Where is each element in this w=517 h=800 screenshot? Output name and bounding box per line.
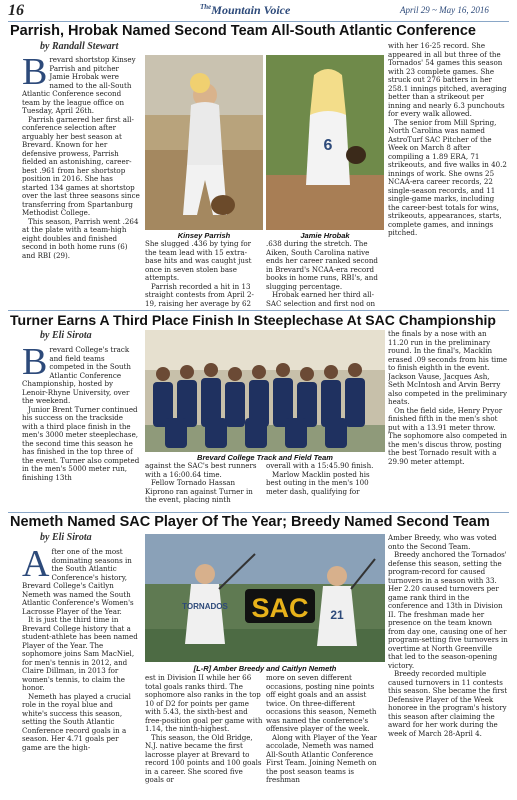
article1-headline: Parrish, Hrobak Named Second Team All-South Atlantic Conference (10, 23, 476, 39)
svg-text:21: 21 (330, 608, 344, 622)
article1-column-3 (266, 240, 384, 308)
article2-column-2 (145, 462, 263, 508)
paragraph: Parrish garnered her first all-conference selection after arguably her best season at Brevard. Known for her defensive prowess, Parrish fielded an astonishing, career-best .961 from her shortstop position in 2016. She has started 134 games at shortstop over the last three seasons since transferring from Spartanburg Methodist College. (22, 114, 140, 217)
paragraph: Along with Player of the Year accolade, Nemeth was named All-South Atlantic Conference First Team. Joining Nemeth on the post season teams is freshman (266, 732, 378, 784)
paragraph: Marlow Macklin posted his best outing in the men's 100 meter dash, qualifying for (266, 469, 370, 496)
paragraph: revard shortstop Kinsey Parrish and pitcher Jamie Hrobak were named to the all-South Atlantic Conference second team by the league office on Tuesday, April 26th. (22, 56, 136, 115)
paragraph: Fellow Tornado Hassan Kiprono ran against Turner in the event, placing ninth (145, 478, 253, 504)
paragraph: fter one of the most dominating seasons in the South Atlantic Conference's history, Brevard College's Caitlyn Nemeth was named the South Atlantic Conference's Women's Lacrosse Player of the Year. (22, 548, 134, 616)
article3-byline: by Eli Sirota (40, 532, 92, 543)
page-number: 16 (8, 2, 24, 19)
article2-column-3 (266, 462, 384, 508)
article2-column-4 (388, 330, 508, 508)
article2-dropcap: B (22, 346, 48, 383)
issue-date: April 29 ~ May 16, 2016 (400, 5, 489, 15)
article3-column-3 (266, 674, 384, 796)
paragraph: Junior Brent Turner continued his success on the trackside with a third place finish in the men's 3000 meter steeplechase, the second time this season he has finished in the top three of the event. Turner also competed in the men's 5000 meter run, finishing 13th (22, 404, 140, 482)
article1-column-4 (388, 42, 508, 308)
caption-lacrosse-players: [L-R] Amber Breedy and Caitlyn Nemeth (193, 664, 337, 673)
article3-column-4 (388, 534, 508, 796)
paragraph: revard College's track and field teams competed in the South Atlantic Conference Championship, hosted by Lenoir-Rhyne University, over the weekend. (22, 346, 131, 405)
article2-column-1 (22, 346, 140, 508)
paragraph: It is just the third time in Brevard College history that a student-athlete has been named Player of the Year. The sophomore joins Sam MacNiel, for men's tennis in 2012, and Claire Dillman, in 2013 for women's tennis, to claim the honor. (22, 615, 138, 692)
masthead (200, 3, 290, 18)
paragraph: with her 16-25 record. She appeared in all but three of the Tornados' 54 games this season with 23 complete games. She struck out 276 batters in her 258.1 innings pitched, averaging better than a strikeout per inning and nearly 6.3 punchouts for every walk allowed. (388, 42, 507, 118)
sac-logo-text: SAC (251, 593, 309, 623)
paragraph: She slugged .436 by tying for the team lead with 15 extra-base hits and was caught just once in seven stolen base attempts. (145, 240, 252, 282)
paragraph: On the field side, Henry Pryor finished fifth in the men's shot put with a 13.91 meter throw. The sophomore also competed in the men's discus throw, posting the best Tornado result with a 29.90 meter attempt. (388, 405, 507, 466)
paragraph: .638 during the stretch. The Aiken, South Carolina native ends her career ranked second in Brevard's NCAA-era record books in home runs, RBI's, and slugging percentage. (266, 240, 378, 291)
paragraph: est in Division II while her 66 total goals ranks third. The sophomore also ranks in the top 10 of D2 for points per game with 5.43, the sixth-best and free-position goal per game with 1.14, the ninth-highest. (145, 674, 263, 733)
paragraph: This season, Parrish went .264 at the plate with a team-high eight doubles and finished second in both home runs (6) and RBI (29). (22, 216, 139, 260)
article1-column-1 (22, 56, 140, 308)
article3-column-2 (145, 674, 263, 796)
article3-column-1 (22, 548, 140, 796)
photo-lacrosse-players (145, 534, 385, 662)
paragraph: Nemeth has played a crucial role in the royal blue and white's success this season, setting the South Atlantic Conference record goals in a season. Her 4.71 goals per game are the high- (22, 691, 131, 752)
paragraph: Hrobak earned her third all-SAC selection and first nod on (266, 290, 376, 308)
paragraph: the finals by a nose with an 11.20 run in the preliminary round. In the final's, Macklin erased .09 seconds from his time to finish eighth in the event. Jackson Vause, Jacques Ash, Seth McIntosh and Arvin Berry also competed in the preliminary heats. (388, 330, 508, 406)
paragraph: The senior from Mill Spring, North Carolina was named AstroTurf SAC Pitcher of the Week on March 8 after compiling a 1.89 ERA, 71 strikeouts, and five walks in 40.2 innings of work. She owns 25 NCAA-era career records, 22 single-season records, and 11 single-game marks, including the career-best totals for wins, strikeouts, appearances, starts, complete games, and innings pitched. (388, 117, 507, 237)
photo-track-team (145, 330, 385, 452)
caption-kinsey-parrish: Kinsey Parrish (177, 231, 231, 240)
section-rule (8, 512, 509, 513)
article1-column-2 (145, 240, 263, 308)
paragraph: Amber Breedy, who was voted onto the Second Team. (388, 534, 497, 551)
lacrosse-players-photo (145, 534, 385, 662)
masthead-prefix: The (200, 3, 212, 11)
paragraph: Parrish recorded a hit in 13 straight contests from April 2-19, raising her average by 62 (145, 281, 254, 308)
header-rule (8, 21, 509, 22)
masthead-title: Mountain Voice (211, 3, 291, 17)
svg-text:6: 6 (323, 137, 333, 154)
paragraph: overall with a 15:45.90 finish. (266, 462, 374, 470)
article1-byline: by Randall Stewart (40, 41, 119, 52)
softball-infielder-photo (145, 55, 263, 230)
article1-dropcap: B (22, 56, 48, 93)
softball-pitcher-photo (266, 55, 384, 230)
paragraph: more on seven different occasions, posting nine points off eight goals and an assist twice. On three-different occasions this season, Nemeth was named the conference's offensive player of the week. (266, 674, 377, 733)
caption-jamie-hrobak: Jamie Hrobak (300, 231, 350, 240)
photo-kinsey-parrish (145, 55, 263, 230)
page-header (0, 0, 517, 22)
svg-text:TORNADOS: TORNADOS (182, 602, 228, 611)
article3-headline: Nemeth Named SAC Player Of The Year; Breedy Named Second Team (10, 514, 490, 530)
paragraph: Breedy anchored the Tornados' defense this season, setting the program-record for caused turnovers in a season with 33. Her 2.20 caused turnovers per game rank third in the conference and 13th in Division II. The freshman made her presence on the team known from day one, causing one of her program-setting five turnovers in overtime at North Greenville that led to the season-opening victory. (388, 550, 508, 670)
article3-dropcap: A (22, 548, 50, 585)
photo-jamie-hrobak (266, 55, 384, 230)
article2-byline: by Eli Sirota (40, 330, 92, 341)
paragraph: against the SAC's best runners with a 16:00.64 time. (145, 462, 257, 479)
article2-headline: Turner Earns A Third Place Finish In Steeplechase At SAC Championship (10, 312, 496, 328)
caption-track-team: Brevard College Track and Field Team (197, 453, 333, 462)
paragraph: Breedy recorded multiple caused turnovers in 11 contests this season. She became the first Defensive Player of the Week honoree in the program's history this season after claiming the award for her work during the week of March 28-April 4. (388, 669, 508, 738)
section-rule (8, 310, 509, 311)
paragraph: This season, the Old Bridge, N.J. native became the first lacrosse player at Brevard to record 100 points and 100 goals in a career. She scored five goals or (145, 732, 262, 784)
track-team-group-photo (145, 330, 385, 452)
